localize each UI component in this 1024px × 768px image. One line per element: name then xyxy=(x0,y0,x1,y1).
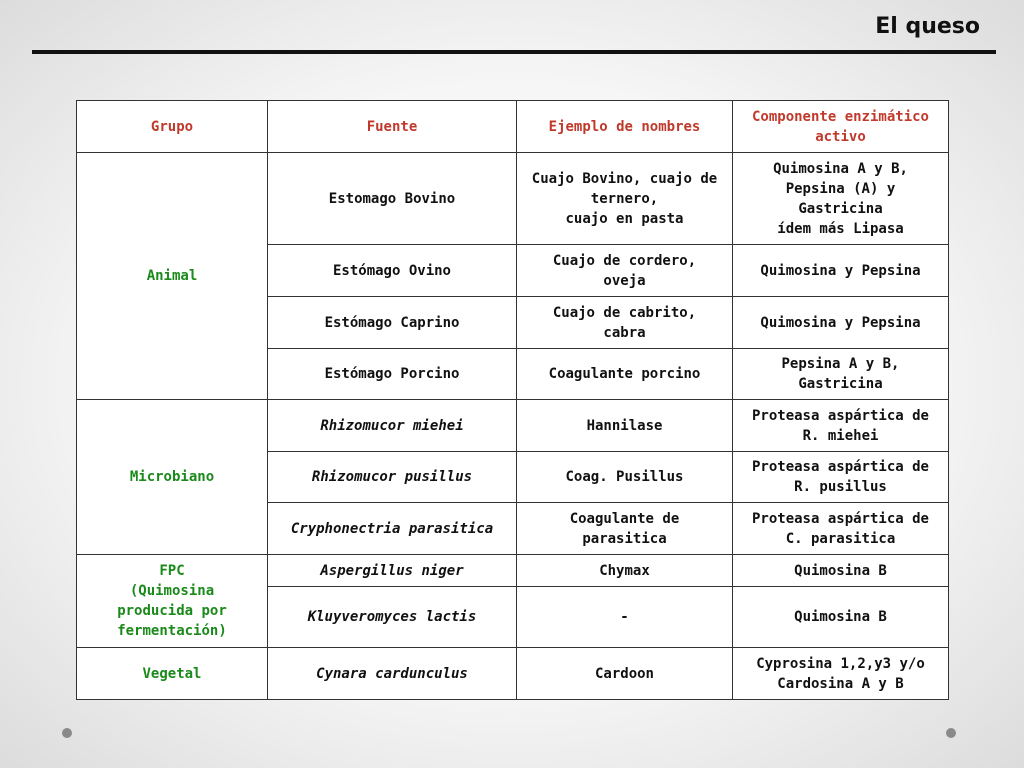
cell-fuente: Estomago Bovino xyxy=(268,153,517,245)
cell-ejemplo: Cardoon xyxy=(517,648,733,700)
cell-componente: Quimosina y Pepsina xyxy=(733,297,949,349)
table-row xyxy=(77,555,949,587)
slide-title: El queso xyxy=(875,14,980,39)
cell-componente: Quimosina B xyxy=(733,555,949,587)
cell-ejemplo: Cuajo de cordero, oveja xyxy=(517,245,733,297)
header-ejemplo: Ejemplo de nombres xyxy=(517,101,733,153)
group-microbiano: Microbiano xyxy=(77,400,268,555)
cell-fuente: Estómago Ovino xyxy=(268,245,517,297)
cell-fuente: Cryphonectria parasitica xyxy=(268,503,517,555)
cell-ejemplo: Hannilase xyxy=(517,400,733,452)
cell-ejemplo: - xyxy=(517,587,733,648)
cell-componente: Pepsina A y B, Gastricina xyxy=(733,349,949,400)
cell-ejemplo: Coagulante porcino xyxy=(517,349,733,400)
cell-ejemplo: Coag. Pusillus xyxy=(517,452,733,503)
table-row xyxy=(77,648,949,700)
table-row xyxy=(77,153,949,245)
decorative-dot xyxy=(62,728,72,738)
header-componente: Componente enzimático activo xyxy=(733,101,949,153)
title-underline xyxy=(32,50,996,54)
group-animal: Animal xyxy=(77,153,268,400)
cell-ejemplo: Chymax xyxy=(517,555,733,587)
cell-fuente: Rhizomucor pusillus xyxy=(268,452,517,503)
cell-fuente: Aspergillus niger xyxy=(268,555,517,587)
cell-ejemplo: Coagulante de parasitica xyxy=(517,503,733,555)
cell-fuente: Estómago Porcino xyxy=(268,349,517,400)
cell-componente: Quimosina y Pepsina xyxy=(733,245,949,297)
cell-componente: Quimosina A y B, Pepsina (A) y Gastricina ídem más Lipasa xyxy=(733,153,949,245)
decorative-dot xyxy=(946,728,956,738)
group-fpc: FPC (Quimosina producida por fermentación) xyxy=(77,555,268,648)
cell-fuente: Rhizomucor miehei xyxy=(268,400,517,452)
cell-fuente: Kluyveromyces lactis xyxy=(268,587,517,648)
header-grupo: Grupo xyxy=(77,101,268,153)
header-fuente: Fuente xyxy=(268,101,517,153)
group-vegetal: Vegetal xyxy=(77,648,268,700)
cell-componente: Proteasa aspártica de R. miehei xyxy=(733,400,949,452)
cell-componente: Quimosina B xyxy=(733,587,949,648)
cell-componente: Proteasa aspártica de R. pusillus xyxy=(733,452,949,503)
enzyme-table xyxy=(76,100,949,700)
cell-ejemplo: Cuajo Bovino, cuajo de ternero, cuajo en pasta xyxy=(517,153,733,245)
cell-componente: Proteasa aspártica de C. parasitica xyxy=(733,503,949,555)
cell-fuente: Cynara cardunculus xyxy=(268,648,517,700)
table-header-row xyxy=(77,101,949,153)
cell-componente: Cyprosina 1,2,y3 y/o Cardosina A y B xyxy=(733,648,949,700)
cell-ejemplo: Cuajo de cabrito, cabra xyxy=(517,297,733,349)
table-row xyxy=(77,400,949,452)
cell-fuente: Estómago Caprino xyxy=(268,297,517,349)
